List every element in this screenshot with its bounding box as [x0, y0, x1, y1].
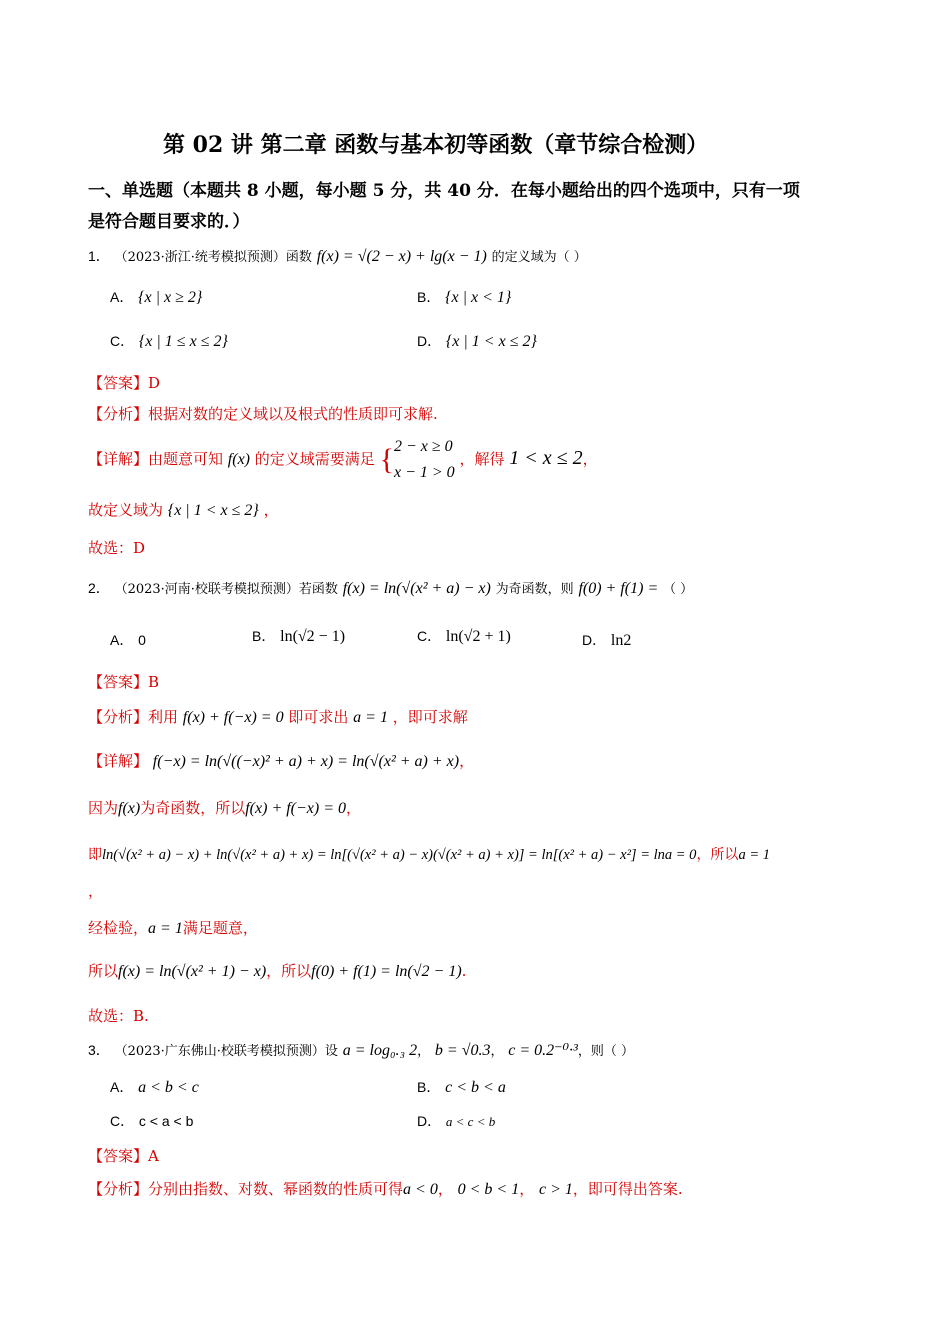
odd-mid: 为奇函数，所以: [140, 799, 246, 817]
choose-line: 故选：D: [88, 539, 146, 557]
analysis-prefix: 【分析】利用: [88, 708, 179, 726]
analysis-line: [88, 706, 468, 727]
option-value: {x | x < 1}: [445, 289, 512, 306]
formula: a < 0: [403, 1181, 438, 1198]
formula: f(x) + f(−x) = 0: [182, 709, 284, 726]
option-a[interactable]: [110, 1077, 199, 1097]
option-label: C．: [110, 1113, 135, 1129]
conclusion-line: [88, 499, 279, 520]
result-line: [88, 960, 466, 981]
formula: a = 1: [353, 709, 388, 726]
separator: ，: [417, 1044, 431, 1059]
check-prefix: 经检验，: [88, 919, 149, 937]
formula: c > 1: [539, 1181, 573, 1198]
answer-line: 【答案】A: [88, 1147, 159, 1165]
question-2-stem: [88, 578, 693, 598]
option-c[interactable]: [110, 331, 228, 351]
question-source: （2023·广东佛山·校联考模拟预测）设: [114, 1044, 338, 1059]
conclusion-tail: ，: [263, 501, 279, 519]
detail-prefix: 【详解】: [88, 752, 149, 770]
formula: f(x): [118, 800, 141, 817]
analysis-tail: ，即可求解: [392, 708, 468, 726]
formula: {x | 1 < x ≤ 2}: [167, 502, 259, 519]
option-d[interactable]: [417, 331, 537, 351]
formula: b = √0.3: [434, 1042, 491, 1059]
question-tail: （ ）: [663, 582, 694, 597]
option-label: A．: [110, 1079, 134, 1095]
option-a[interactable]: [110, 287, 202, 307]
option-value: {x | x ≥ 2}: [138, 289, 203, 306]
page-title: 第 02 讲 第二章 函数与基本初等函数（章节综合检测）: [163, 132, 709, 158]
formula: f(x) + f(−x) = 0: [245, 800, 347, 817]
question-source: （2023·河南·校联考模拟预测）若函数: [114, 582, 338, 597]
option-value: c < b < a: [445, 1079, 506, 1096]
option-value: c < a < b: [138, 1113, 194, 1129]
conclusion-prefix: 故定义域为: [88, 501, 164, 519]
formula: c = 0.2⁻⁰·³: [508, 1042, 578, 1059]
analysis-mid: 即可求出: [288, 708, 349, 726]
formula: f(0) + f(1) =: [578, 580, 659, 597]
option-value: a < b < c: [138, 1079, 199, 1096]
so-tail: .: [461, 962, 467, 980]
question-source: （2023·浙江·统考模拟预测）函数: [114, 250, 312, 265]
so-mid: ，所以: [266, 962, 312, 980]
question-3-stem: [88, 1040, 634, 1060]
option-value: {x | 1 ≤ x ≤ 2}: [138, 333, 228, 350]
option-d[interactable]: [417, 1111, 495, 1131]
option-label: B．: [417, 289, 441, 305]
option-label: B．: [252, 628, 276, 644]
option-value: a < c < b: [445, 1114, 496, 1129]
option-c[interactable]: [417, 626, 511, 646]
odd-prefix: 因为: [88, 799, 119, 817]
ji-prefix: 即: [88, 847, 102, 863]
option-b[interactable]: [252, 626, 345, 646]
detail-prefix: 【详解】由题意可知: [88, 450, 224, 468]
formula: ln(√(x² + a) − x) + ln(√(x² + a) + x) = ln[(√(x² + a) − x)(√(x² + a) + x)] = ln[(x² + a) − x²] = lna = 0: [102, 847, 697, 863]
option-label: B．: [417, 1079, 441, 1095]
result-inequality: 1 < x ≤ 2: [509, 447, 583, 469]
formula: f(x) = √(2 − x) + lg(x − 1): [316, 248, 487, 265]
analysis-tail: ，即可得出答案.: [572, 1180, 683, 1198]
system-row-2: x − 1 > 0: [393, 464, 455, 481]
option-label: C．: [110, 333, 135, 349]
section-header-line-1: 一、单选题（本题共 8 小题，每小题 5 分，共 40 分．在每小题给出的四个选项中，只有一项: [88, 181, 800, 201]
detail-line: [88, 430, 598, 486]
option-a[interactable]: [110, 630, 146, 650]
question-number: 3．: [88, 1042, 110, 1058]
detail-comma: ，: [459, 752, 475, 770]
separator: ，: [519, 1180, 535, 1198]
option-label: D．: [417, 1113, 442, 1129]
formula: f(0) + f(1) = ln(√2 − 1): [311, 963, 462, 980]
option-d[interactable]: [582, 630, 631, 650]
odd-line: [88, 797, 361, 818]
question-mid: 为奇函数，则: [495, 582, 574, 597]
choose-line: 故选：B.: [88, 1007, 149, 1025]
option-label: D．: [582, 632, 607, 648]
detail-comma: ，: [582, 450, 598, 468]
option-b[interactable]: [417, 287, 511, 307]
formula: f(x) = ln(√(x² + a) − x): [342, 580, 491, 597]
ji-mid: ，所以: [696, 847, 739, 863]
analysis-line: [88, 1178, 683, 1199]
check-tail: 满足题意，: [182, 919, 258, 937]
formula: f(−x) = ln(√((−x)² + a) + x) = ln(√(x² + a) + x): [152, 753, 460, 770]
answer-line: 【答案】D: [88, 374, 161, 392]
derivation-tail: ，: [88, 882, 104, 900]
derivation-line: [88, 844, 770, 864]
detail-mid: 的定义域需要满足: [254, 450, 375, 468]
question-tail: ，则（ ）: [577, 1044, 634, 1059]
system-row-1: 2 − x ≥ 0: [393, 438, 453, 455]
option-value: {x | 1 < x ≤ 2}: [445, 333, 537, 350]
option-value: ln(√2 − 1): [280, 628, 346, 645]
question-1-stem: [88, 246, 587, 266]
answer-line: 【答案】B: [88, 673, 160, 691]
formula: a = 1: [148, 920, 183, 937]
question-tail: 的定义域为（ ）: [491, 250, 587, 265]
separator: ，: [437, 1180, 453, 1198]
section-header-line-2: 是符合题目要求的．）: [88, 212, 250, 232]
system-brace: {: [379, 443, 394, 476]
analysis-prefix: 【分析】分别由指数、对数、幂函数的性质可得: [88, 1180, 404, 1198]
detail-solve: ，解得: [459, 450, 505, 468]
option-value: ln2: [610, 632, 632, 649]
option-b[interactable]: [417, 1077, 506, 1097]
option-label: A．: [110, 289, 134, 305]
detail-line: [88, 750, 474, 771]
formula: f(x) = ln(√(x² + 1) − x): [118, 963, 267, 980]
option-value: ln(√2 + 1): [445, 628, 511, 645]
formula: f(x): [227, 451, 250, 468]
question-number: 2．: [88, 580, 110, 596]
so-prefix: 所以: [88, 962, 119, 980]
check-line: [88, 917, 258, 938]
option-label: A．: [110, 632, 134, 648]
option-value: 0: [138, 632, 146, 648]
formula: a = 1: [738, 847, 770, 863]
option-label: C．: [417, 628, 442, 644]
formula: a = log₀.₃ 2: [342, 1042, 418, 1059]
inequality-system: [394, 434, 455, 486]
separator: ，: [490, 1044, 504, 1059]
question-number: 1．: [88, 248, 110, 264]
option-c[interactable]: [110, 1111, 193, 1131]
formula: 0 < b < 1: [457, 1181, 520, 1198]
odd-tail: ，: [346, 799, 362, 817]
option-label: D．: [417, 333, 442, 349]
analysis-line: 【分析】根据对数的定义域以及根式的性质即可求解.: [88, 405, 438, 423]
